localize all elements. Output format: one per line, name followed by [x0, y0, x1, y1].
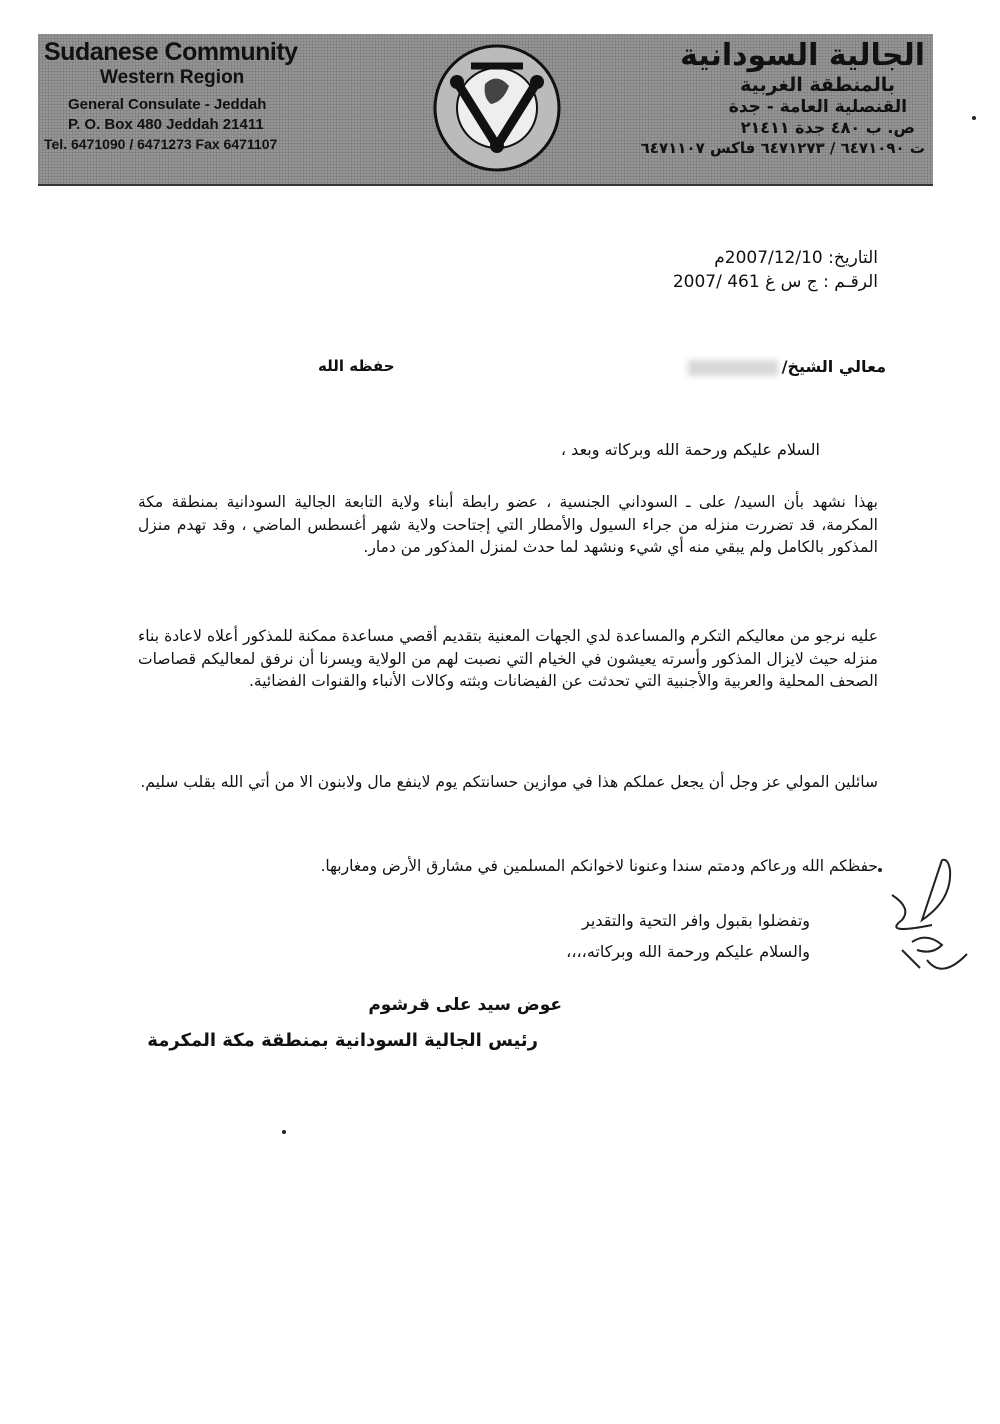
region-en: Western Region — [100, 67, 245, 88]
letter-reference: الرقـم : ج س غ 461 /2007 — [672, 272, 878, 292]
signatory-title: رئيس الجالية السودانية بمنطقة مكة المكرمة — [147, 1030, 538, 1051]
paragraph-request: عليه نرجو من معاليكم التكرم والمساعدة لدي الجهات المعنية بتقديم أقصي مساعدة ممكنة للمذكور أعلاه لاعادة بناء منزله حيث لايزال المذكور وأسرته يعيشون في الخيام التي نصبت لهم من الولاية ويسرنا أن نرفق لمعاليكم قصاصات الصحف المحلية والعربية والأجنبية التي تحدثت عن الفيضانات وبثته وكالات الأنباء والقنوات الفضائية. — [138, 627, 878, 690]
paragraph-blessing: حفظكم الله ورعاكم ودمتم سندا وعنونا لاخوانكم المسلمين في مشارق الأرض ومغاربها. — [320, 857, 878, 875]
org-name-en: Sudanese Community — [44, 38, 298, 66]
closing-line-2: والسلام عليكم ورحمة الله وبركاته،،،، — [566, 942, 810, 961]
contact-en: Tel. 6471090 / 6471273 Fax 6471107 — [44, 136, 278, 152]
letter-date: التاريخ: 2007/12/10م — [714, 248, 878, 268]
scan-speck — [282, 1130, 286, 1134]
paragraph-prayer: سائلين المولي عز وجل أن يجعل عملكم هذا في موازين حسانتكم يوم لاينفع مال ولابنون الا من أتي الله بقلب سليم. — [140, 773, 878, 791]
addressee-honorific: حفظه الله — [318, 357, 395, 375]
addressee-line — [684, 357, 886, 376]
paragraph-testimony: بهذا نشهد بأن السيد/ على ـ السوداني الجنسية ، عضو رابطة أبناء ولاية التابعة الجالية السودانية بمنطقة مكة المكرمة، قد تضررت منزله من جراء السيول والأمطار التي إجتاحت ولاية شهر أغسطس الماضي ، وقد تهدم منزل المذكور بالكامل ولم يبقي منه أي شيء ونشهد لما حدث لمنزل المذكور من دمار. — [138, 493, 878, 556]
greeting: السلام عليكم ورحمة الله وبركاته وبعد ، — [560, 440, 820, 459]
office-ar: القنصلية العامة - جدة — [728, 97, 907, 117]
closing-line-1: وتفضلوا بقبول وافر التحية والتقدير — [582, 911, 810, 930]
letterhead-english — [44, 38, 374, 154]
office-en: General Consulate - Jeddah — [68, 96, 267, 113]
addressee-title: معالي الشيخ/ — [781, 357, 886, 376]
region-ar: بالمنطقة الغربية — [740, 74, 895, 96]
org-name-ar: الجالية السودانية — [680, 38, 925, 73]
address-en: P. O. Box 480 Jeddah 21411 — [68, 116, 264, 133]
letterhead-arabic — [595, 38, 925, 158]
contact-ar: ت ٦٤٧١٠٩٠ / ٦٤٧١٢٧٣ فاكس ٦٤٧١١٠٧ — [640, 139, 925, 157]
handwritten-signature-icon — [872, 850, 982, 990]
scan-speck — [972, 116, 976, 120]
signatory-name: عوض سيد على قرشوم — [368, 995, 562, 1015]
redacted-name — [688, 360, 778, 376]
address-ar: ص. ب ٤٨٠ جدة ٢١٤١١ — [740, 118, 915, 137]
letterhead — [38, 34, 933, 186]
community-logo-icon — [431, 42, 563, 174]
